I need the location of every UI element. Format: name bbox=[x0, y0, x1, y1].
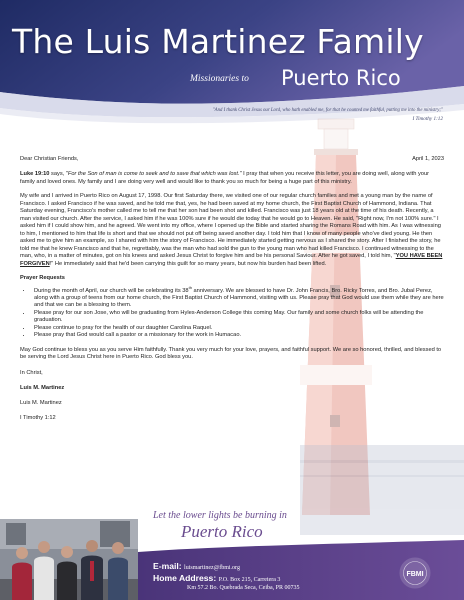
signature-name: Luis M. Martinez bbox=[20, 399, 62, 406]
missionaries-to-label: Missionaries to bbox=[190, 74, 249, 84]
fbmi-logo bbox=[399, 557, 431, 589]
prayer-1-ordinal: th bbox=[188, 284, 192, 290]
testimony-end: !" He immediately said that he'd been carrying this guilt for so many years, but now his burden had been lifted. bbox=[49, 260, 327, 267]
testimony-text: My wife and I arrived in Puerto Rico on August 17, 1998. Our first Saturday there, we visited one of our regular church families and met a young man by the name of Francisco. I asked Francisco if he was saved, and he told me that, yes, he had been saved at my home church, the First Baptist Church of Hammond, Indiana. That Saturday evening, Francisco's mother called me to tell me that her son had been shot and killed. Francisco was just 18 years old at the time of his death. Recently, a man visited our church. After the service, I asked him if he was 100% sure if he would die today that he would go to Heaven. He said, "Right now, I'm not 100% sure." I asked him if I could show him, and he agreed. We went into my office, where I opened up the Bible and started sharing the Romans Road with him. As I was witnessing to him, I mentioned to him that life is short and that we should not put off being saved another day. I told him that I know of many people who've died young. He then asked me to give him an example, so I shared with him the story of Francisco. He immediately started getting nervous as I shared the story. After I finished the story, he told me that he knew Francisco and that he, regrettably, was the man who had sold the gun to the young man who had killed Francisco. I continued witnessing to the man, who, in a matter of minutes, got on his knees and asked Jesus Christ to forgive him and be his personal Saviour. After he got saved, I told him, " bbox=[20, 193, 441, 259]
prayer-requests-list bbox=[20, 284, 444, 340]
intro-text: I pray that when you receive this letter, you are doing well, along with your family and loved ones. My family and I are doing very well and would like to thank you so much for being a huge part of this ministry. bbox=[20, 171, 430, 185]
list-item: • Please pray that God would call a pastor or a missionary for the work in Humacao. bbox=[32, 332, 444, 340]
list-item: • Please pray for our son Jose, who will be graduating from Hyles-Anderson College this coming May. Our family and some church folks will be attending the graduation. bbox=[32, 310, 444, 325]
forgiven-emphasis: YOU HAVE BEEN FORGIVEN bbox=[20, 253, 443, 267]
header-verse-quote: "And I thank Christ Jesus our Lord, who hath enabled me, for that he counted me faithful, putting me into the ministry;" bbox=[212, 108, 443, 113]
family-photo bbox=[0, 519, 138, 600]
list-item bbox=[32, 284, 444, 310]
letter-body bbox=[20, 156, 444, 429]
email-row bbox=[153, 561, 280, 573]
paragraph-testimony bbox=[20, 193, 444, 268]
address-line-1: P.O. Box 215, Carretera 3 bbox=[218, 577, 281, 583]
paragraph-intro bbox=[20, 171, 444, 186]
signature-name-bold: Luis M. Martinez bbox=[20, 384, 65, 391]
footer-tagline: Let the lower lights be burning in bbox=[153, 510, 287, 521]
address-line-2: Km 57.2 Bo. Quebrada Seca, Ceiba, PR 00735 bbox=[187, 585, 300, 591]
scripture-reference: Luke 19:10 bbox=[20, 171, 50, 177]
footer-tagline-place: Puerto Rico bbox=[181, 522, 263, 541]
contact-block bbox=[153, 561, 300, 591]
prayer-requests-heading: Prayer Requests bbox=[20, 275, 65, 281]
email-label: E-mail: bbox=[153, 561, 182, 571]
header-verse-reference: I Timothy 1:12 bbox=[412, 116, 443, 122]
letter-topline bbox=[20, 156, 444, 164]
prayer-1-text-b: anniversary. We are blessed to have Dr. John Francis, Bro. Ricky Torres, and Bro. Jubal Perez, along with a group of teens from our home church, the First Baptist Church of Hammond, visiting with us. Please pray that God would use them while they are here and that we can be a blessing to them. bbox=[34, 287, 444, 309]
prayer-1-text-a: During the month of April, our church will be celebrating its 38 bbox=[34, 287, 189, 294]
country-name: Puerto Rico bbox=[281, 66, 401, 90]
logo-text: FBMI bbox=[406, 571, 424, 578]
address-label: Home Address: bbox=[153, 573, 217, 583]
page-title: The Luis Martinez Family bbox=[12, 22, 424, 61]
email-value[interactable]: luismartinez@fbmi.org bbox=[184, 565, 240, 571]
letter-date: April 1, 2023 bbox=[412, 156, 444, 162]
scripture-quote: "For the Son of man is come to seek and to save that which was lost." bbox=[65, 171, 242, 177]
signature-verse: I Timothy 1:12 bbox=[20, 414, 56, 421]
greeting: Dear Christian Friends, bbox=[20, 156, 79, 162]
closing-salutation: In Christ, bbox=[20, 369, 43, 376]
list-item: • Please continue to pray for the health of our daughter Carolina Raquel. bbox=[32, 325, 444, 333]
paragraph-closing: May God continue to bless you as you serve Him faithfully. Thank you very much for your love, prayers, and faithful support. We are so honored, thrilled, and blessed to be serving the Lord Jesus Christ here in Puerto Rico. God bless you. bbox=[20, 346, 442, 361]
intro-says: says, bbox=[49, 171, 66, 177]
